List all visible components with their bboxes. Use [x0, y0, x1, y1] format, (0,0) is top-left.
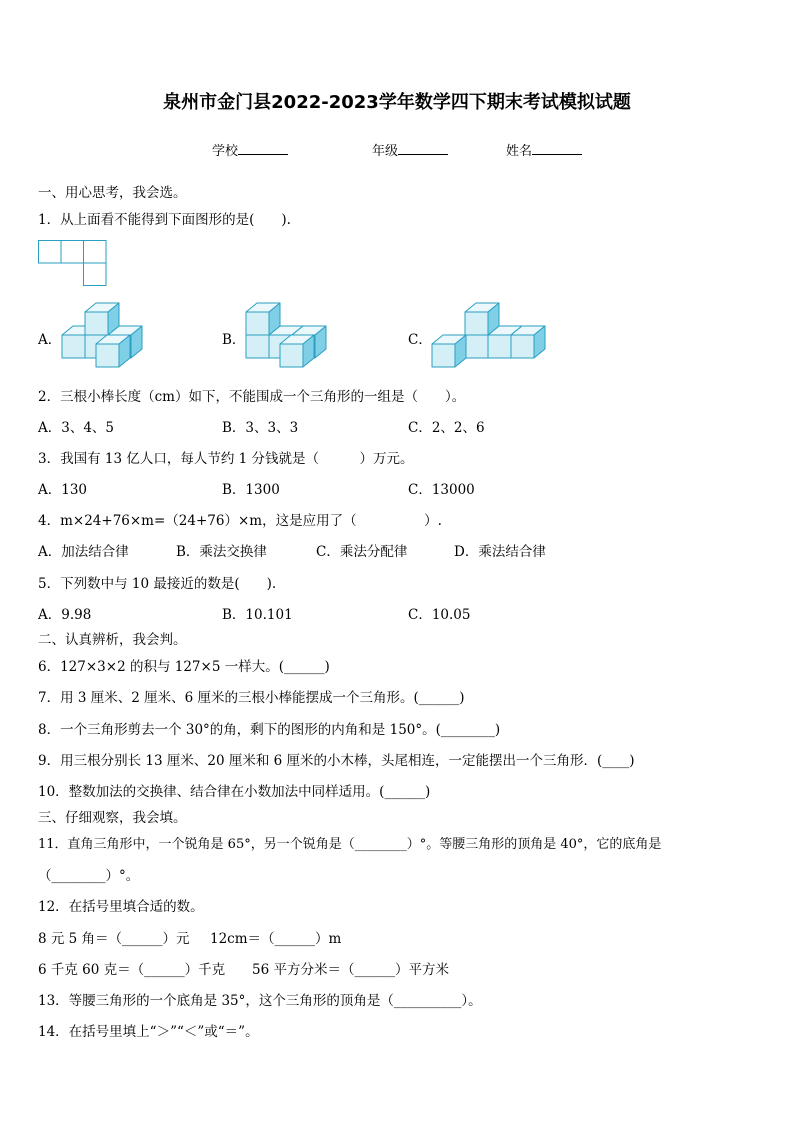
- q12-item-2: 12cm＝（______）m: [210, 931, 342, 947]
- question-1: 1．从上面看不能得到下面图形的是( ).: [38, 212, 291, 228]
- q12-item-1: 8 元 5 角＝（______）元: [38, 931, 190, 947]
- question-12: 12．在括号里填合适的数。: [38, 899, 204, 915]
- question-11-line-1: 11．直角三角形中，一个锐角是 65°，另一个锐角是（________）°。等腰三角形的顶角是 40°，它的底角是: [38, 837, 662, 852]
- q1-option-c[interactable]: C．: [408, 332, 432, 348]
- section-heading-2: 二、认真辨析，我会判。: [38, 632, 187, 648]
- q3-option-c[interactable]: C．13000: [408, 482, 475, 498]
- name-label: 姓名: [506, 144, 533, 159]
- q2-option-b[interactable]: B．3、3、3: [222, 420, 299, 436]
- question-11-line-2: （________）°。: [38, 868, 140, 884]
- q5-option-a[interactable]: A．9.98: [38, 607, 92, 623]
- q4-option-b[interactable]: B．乘法交换律: [176, 544, 267, 560]
- grade-label: 年级: [372, 144, 399, 159]
- cube: [280, 335, 314, 367]
- q1-option-b[interactable]: B．: [222, 332, 246, 348]
- q1-figure-b: [244, 300, 344, 370]
- q1-figure-a: [60, 300, 160, 370]
- q1-figure-c: [430, 300, 560, 370]
- cube: [511, 326, 545, 358]
- q4-option-a[interactable]: A．加法结合律: [38, 544, 129, 560]
- question-8: 8．一个三角形剪去一个 30°的角，剩下的图形的内角和是 150°。(________): [38, 722, 501, 738]
- cube: [465, 303, 499, 335]
- name-field[interactable]: [506, 140, 582, 159]
- question-9: 9．用三根分别长 13 厘米、20 厘米和 6 厘米的小木棒，头尾相连，一定能摆出一个三角形．(____): [38, 753, 635, 769]
- q1-option-a[interactable]: A．: [38, 332, 62, 348]
- page-title: 泉州市金门县2022-2023学年数学四下期末考试模拟试题: [163, 92, 631, 113]
- q5-option-c[interactable]: C．10.05: [408, 607, 471, 623]
- question-6: 6．127×3×2 的积与 127×5 一样大。(______): [38, 659, 330, 675]
- section-heading-1: 一、用心思考，我会选。: [38, 185, 187, 201]
- school-label: 学校: [212, 144, 239, 159]
- question-4: 4．m×24+76×m=（24+76）×m，这是应用了（ ）.: [38, 513, 442, 529]
- question-2: 2．三根小棒长度（cm）如下，不能围成一个三角形的一组是（ ）。: [38, 389, 466, 405]
- question-3: 3．我国有 13 亿人口，每人节约 1 分钱就是（ ）万元。: [38, 451, 414, 467]
- question-5: 5．下列数中与 10 最接近的数是( ).: [38, 576, 277, 592]
- cube: [96, 335, 130, 367]
- q4-option-d[interactable]: D．乘法结合律: [454, 544, 546, 560]
- q4-option-c[interactable]: C．乘法分配律: [316, 544, 408, 560]
- q12-item-3: 6 千克 60 克＝（______）千克: [38, 962, 226, 978]
- cube: [85, 303, 119, 335]
- question-7: 7．用 3 厘米、2 厘米、6 厘米的三根小棒能摆成一个三角形。(______): [38, 690, 465, 706]
- question-10: 10．整数加法的交换律、结合律在小数加法中同样适用。(______): [38, 784, 431, 800]
- grade-field[interactable]: [372, 140, 448, 159]
- cube: [246, 303, 280, 335]
- q3-option-b[interactable]: B．1300: [222, 482, 280, 498]
- question-14: 14．在括号里填上“＞”“＜”或“＝”。: [38, 1024, 259, 1040]
- q2-option-a[interactable]: A．3、4、5: [38, 420, 115, 436]
- top-view-figure: [38, 240, 108, 288]
- q3-option-a[interactable]: A．130: [38, 482, 88, 498]
- q2-option-c[interactable]: C．2、2、6: [408, 420, 485, 436]
- section-heading-3: 三、仔细观察，我会填。: [38, 810, 187, 826]
- q12-item-4: 56 平方分米＝（______）平方米: [252, 962, 449, 978]
- cube: [432, 335, 466, 367]
- q5-option-b[interactable]: B．10.101: [222, 607, 293, 623]
- school-field[interactable]: [212, 140, 288, 159]
- question-13: 13．等腰三角形的一个底角是 35°，这个三角形的顶角是（__________）。: [38, 993, 482, 1009]
